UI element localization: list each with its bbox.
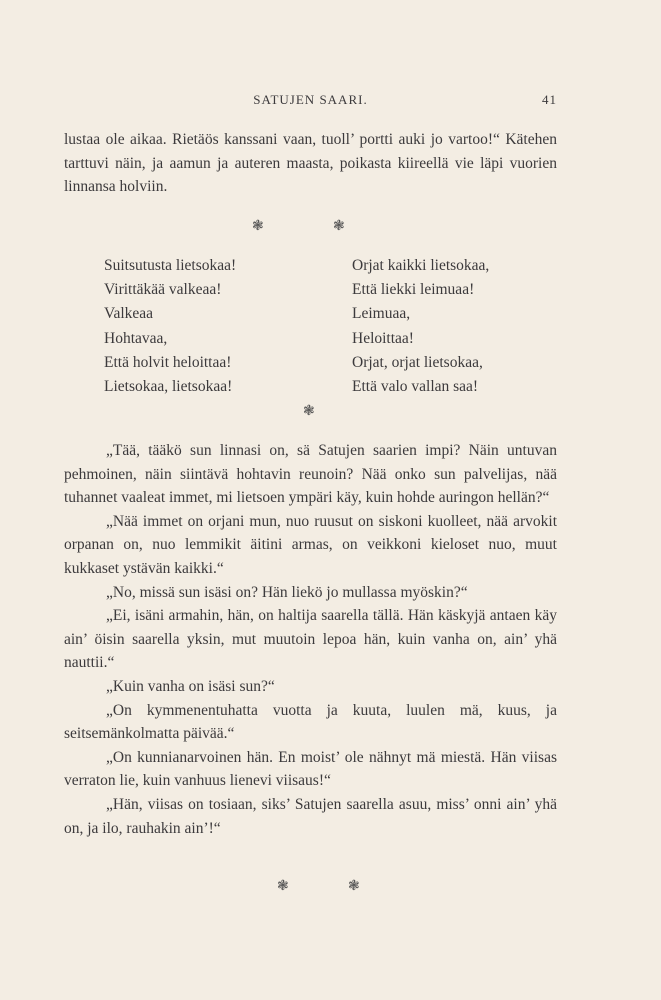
- verse-line: Valkeaa: [104, 305, 154, 323]
- running-header: [64, 92, 557, 112]
- opening-paragraph: lustaa ole aikaa. Rietäös kanssani vaan, tuoll’ portti auki jo vartoo!“ Kätehen tarttuvi näin, ja aamun ja auteren maasta, poikasta kiireellä vie läpi vuorien linnansa holviin.: [64, 131, 557, 196]
- verse-line: Että liekki leimuaa!: [352, 281, 475, 299]
- verse-line: Leimuaa,: [352, 305, 411, 323]
- verse-line: Orjat, orjat lietsokaa,: [352, 353, 483, 371]
- opening-paragraph-block: [64, 128, 557, 199]
- dialogue-paragraph: „Kuin vanha on isäsi sun?“: [106, 677, 275, 695]
- dialogue-paragraph: „On kymmenentuhatta vuotta ja kuuta, luulen mä, kuus, ja seitsemänkolmatta päivää.“: [64, 701, 557, 743]
- dialogue-block: [64, 439, 557, 840]
- dialogue-paragraph: „Tää, tääkö sun linnasi on, sä Satujen saarien impi? Näin untuvan pehmoinen, näin siintävä hohtavin reunoin? Nää onko sun palvelijas, nää tuhannet vaaleat immet, mi lietsoen ympäri käy, kuin hohde auringon hellän?“: [64, 442, 557, 507]
- dialogue-paragraph: „Nää immet on orjani mun, nuo ruusut on siskoni kuolleet, nää arvokit orpanan on, nuo lemmikit äitini armas, on veikkoni kieloset nuo, muut kukkaset ystävän kaikki.“: [64, 512, 557, 577]
- dialogue-paragraph: „Hän, viisas on tosiaan, siks’ Satujen saarella asuu, miss’ onni ain’ yhä on, ja ilo, rauhakin ain’!“: [64, 795, 557, 837]
- page-number: 41: [542, 92, 557, 107]
- header-title: SATUJEN SAARI.: [253, 92, 368, 107]
- verse-right-column: [352, 254, 489, 399]
- ornament-icon: ❃: [348, 879, 360, 894]
- verse-line: Hohtavaa,: [104, 329, 168, 347]
- dialogue-paragraph: „Ei, isäni armahin, hän, on haltija saarella tällä. Hän käskyjä antaen käy ain’ öisin saarella yksin, mut muutoin lepoa hän, kuin vanha on, ain’ yhä nauttii.“: [64, 607, 557, 672]
- verse-line: Lietsokaa, lietsokaa!: [104, 378, 233, 396]
- dialogue-paragraph: „No, missä sun isäsi on? Hän liekö jo mullassa myöskin?“: [106, 583, 468, 601]
- verse-line: Heloittaa!: [352, 329, 414, 347]
- verse-line: Orjat kaikki lietsokaa,: [352, 257, 490, 274]
- verse-line: Että valo vallan saa!: [352, 378, 479, 396]
- verse-line: Että holvit heloittaa!: [104, 353, 232, 371]
- verse-line: Suitsutusta lietsokaa!: [104, 257, 237, 274]
- dialogue-paragraph: „On kunnianarvoinen hän. En moist’ ole nähnyt mä miestä. Hän viisas verraton lie, kuin vanhuus lienevi viisaus!“: [64, 748, 557, 790]
- ornament-icon: ❃: [333, 219, 345, 234]
- ornament-icon: ❃: [277, 879, 289, 894]
- verse-left-column: [104, 254, 236, 399]
- ornament-icon: ❃: [252, 219, 264, 234]
- ornament-icon: ❃: [303, 404, 315, 419]
- verse-line: Virittäkää valkeaa!: [104, 281, 222, 299]
